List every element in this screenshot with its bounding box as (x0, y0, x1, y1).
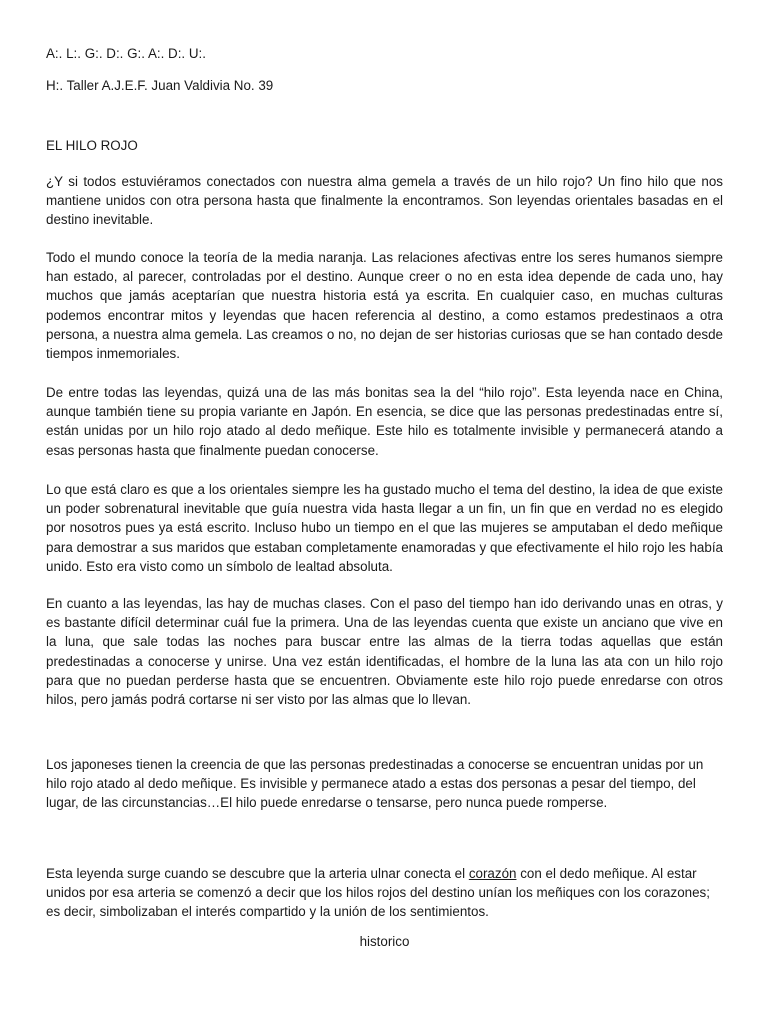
paragraph-1: ¿Y si todos estuviéramos conectados con nuestra alma gemela a través de un hilo rojo? Un fino hilo que nos mantiene unidos con otra persona hasta que finalmente la encontramos. Son leyendas orientales basadas en el destino inevitable. (46, 174, 723, 228)
paragraph-6: Los japoneses tienen la creencia de que las personas predestinadas a conocerse se encuentran unidas por un hilo rojo atado al dedo meñique. Es invisible y permanece atado a estas dos personas a pesar del tiempo, del lugar, de las circunstancias…El hilo puede enredarse o tensarse, pero nunca puede romperse. (46, 757, 704, 811)
paragraph-7-text-start: Esta leyenda surge cuando se descubre que la arteria ulnar conecta el (46, 866, 469, 881)
paragraph-4: Lo que está claro es que a los orientales siempre les ha gustado mucho el tema del destino, la idea de que existe un poder sobrenatural inevitable que guía nuestra vida hasta llegar a un fin, un fin que en verdad no es elegido por nosotros pues ya está escrito. Incluso hubo un tiempo en el que las mujeres se amputaban el dedo meñique para demostrar a sus maridos que estaban completamente enamoradas y que efectivamente el hilo rojo les había unido. Esto era visto como un símbolo de lealtad absoluta. (46, 482, 723, 574)
paragraph-2: Todo el mundo conoce la teoría de la media naranja. Las relaciones afectivas entre los seres humanos siempre han estado, al parecer, controladas por el destino. Aunque creer o no en esta idea depende de cada uno, hay muchos que jamás aceptarían que nuestra historia está ya escrita. En cualquier caso, en muchas culturas podemos encontrar mitos y leyendas que hacen referencia al destino, a como estamos predestinaos a otra persona, a nuestra alma gemela. Las creamos o no, no dejan de ser historias curiosas que se han contado desde tiempos inmemoriales. (46, 250, 723, 362)
document-title: EL HILO ROJO (46, 138, 138, 153)
paragraph-3: De entre todas las leyendas, quizá una de las más bonitas sea la del “hilo rojo”. Esta leyenda nace en China, aunque también tiene su propia variante en Japón. En esencia, se dice que las personas predestinadas entre sí, están unidas por un hilo rojo atado al dedo meñique. Este hilo es totalmente invisible y permanecerá atando a esas personas hasta que finalmente puedan conocerse. (46, 385, 723, 458)
paragraph-7 (46, 864, 723, 922)
lodge-name-line: H:. Taller A.J.E.F. Juan Valdivia No. 39 (46, 78, 274, 93)
masonic-header-line: A:. L:. G:. D:. G:. A:. D:. U:. (46, 46, 206, 61)
footer-label: historico (359, 934, 410, 949)
paragraph-5: En cuanto a las leyendas, las hay de muchas clases. Con el paso del tiempo han ido derivando unas en otras, y es bastante difícil determinar cuál fue la primera. Una de las leyendas cuenta que existe un anciano que vive en la luna, que sale todas las noches para buscar entre las almas de la tierra todas aquellas que están predestinadas a conocerse y unirse. Una vez están identificadas, el hombre de la luna las ata con un hilo rojo para que no puedan perderse hasta que se encuentren. Obviamente este hilo rojo puede enredarse con otros hilos, pero jamás podrá cortarse ni ser visto por las almas que lo llevan. (46, 596, 723, 708)
paragraph-7-text-end: con el dedo meñique. Al estar unidos por esa arteria se comenzó a decir que los hilos rojos del destino unían los meñiques con los corazones; es decir, simbolizaban el interés compartido y la unión de los sentimientos. (46, 866, 710, 920)
corazon-link[interactable]: corazón (468, 866, 517, 881)
